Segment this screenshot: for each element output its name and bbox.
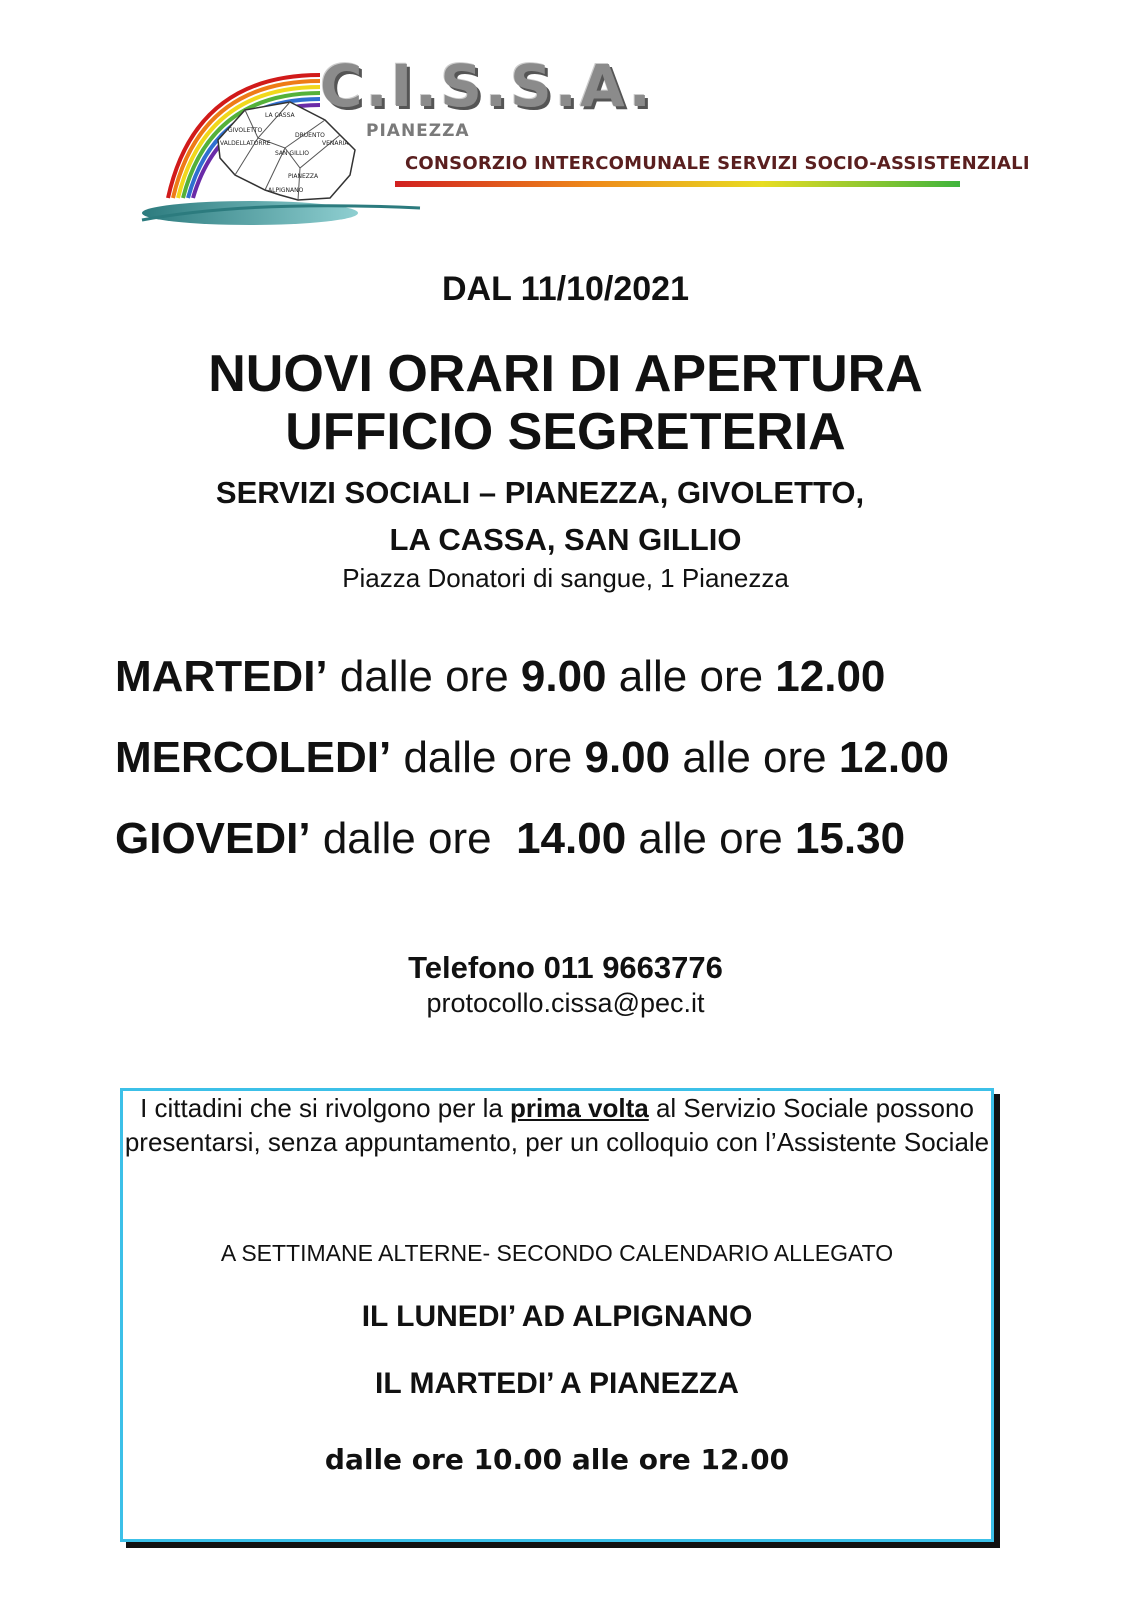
info-alternate-weeks: A SETTIMANE ALTERNE- SECONDO CALENDARIO ALLEGATO xyxy=(220,1240,894,1266)
info-hours: dalle ore 10.00 alle ore 12.00 xyxy=(324,1443,790,1476)
subtitle-line-1: SERVIZI SOCIALI – PIANEZZA, GIVOLETTO, xyxy=(215,475,865,510)
map-label-givoletto: GIVOLETTO xyxy=(228,127,263,134)
logo-location: PIANEZZA xyxy=(366,121,470,141)
map-label-alpignano: ALPIGNANO xyxy=(268,187,304,194)
subtitle-line-2: LA CASSA, SAN GILLIO xyxy=(389,522,742,557)
phone-number: Telefono 011 9663776 xyxy=(408,950,723,985)
schedule-to-time: 12.00 xyxy=(775,652,886,701)
office-address: Piazza Donatori di sangue, 1 Pianezza xyxy=(342,563,789,593)
schedule-from-label: dalle ore xyxy=(391,733,585,782)
schedule-day: MERCOLEDI’ xyxy=(115,733,392,782)
info-intro-highlight: prima volta xyxy=(510,1093,649,1123)
schedule-row-thursday xyxy=(115,814,905,864)
logo-title: C.I.S.S.A. xyxy=(320,52,654,120)
schedule-row-tuesday xyxy=(115,652,885,702)
schedule-from-label: dalle ore xyxy=(327,652,521,701)
schedule-day: MARTEDI’ xyxy=(115,652,328,701)
schedule-from-time: 9.00 xyxy=(584,733,671,782)
map-label-druento: DRUENTO xyxy=(295,132,325,139)
schedule-row-wednesday xyxy=(115,733,949,783)
schedule-to-label: alle ore xyxy=(606,652,776,701)
schedule-from-label: dalle ore xyxy=(310,814,517,863)
info-intro xyxy=(120,1091,994,1159)
schedule-from-time: 14.00 xyxy=(516,814,627,863)
schedule-to-label: alle ore xyxy=(670,733,839,782)
schedule-to-time: 15.30 xyxy=(794,814,906,863)
map-label-venaria: VENARIA xyxy=(322,140,349,147)
info-tuesday: IL MARTEDI’ A PIANEZZA xyxy=(375,1367,739,1400)
title-line-1: NUOVI ORARI DI APERTURA xyxy=(208,345,923,403)
map-label-valdellatorre: VALDELLATORRE xyxy=(220,140,271,147)
effective-date: DAL 11/10/2021 xyxy=(442,270,689,308)
info-monday: IL LUNEDI’ AD ALPIGNANO xyxy=(361,1300,753,1333)
logo-full-name: CONSORZIO INTERCOMUNALE SERVIZI SOCIO-ASSISTENZIALI xyxy=(405,153,1030,174)
schedule-to-time: 12.00 xyxy=(838,733,949,782)
email-address[interactable]: protocollo.cissa@pec.it xyxy=(426,988,705,1018)
map-label-pianezza: PIANEZZA xyxy=(288,173,319,180)
schedule-to-label: alle ore xyxy=(626,814,795,863)
info-intro-before: I cittadini che si rivolgono per la xyxy=(140,1093,511,1123)
schedule-from-time: 9.00 xyxy=(520,652,607,701)
schedule-day: GIOVEDI’ xyxy=(115,814,311,863)
map-label-san-gillio: SAN GILLIO xyxy=(275,150,310,157)
map-label-la-cassa: LA CASSA xyxy=(265,112,295,119)
info-intro-after: al Servizio Sociale possono presentarsi, senza appuntamento, per un colloquio con l’Assistente Sociale xyxy=(124,1093,990,1157)
title-line-2: UFFICIO SEGRETERIA xyxy=(285,403,846,461)
